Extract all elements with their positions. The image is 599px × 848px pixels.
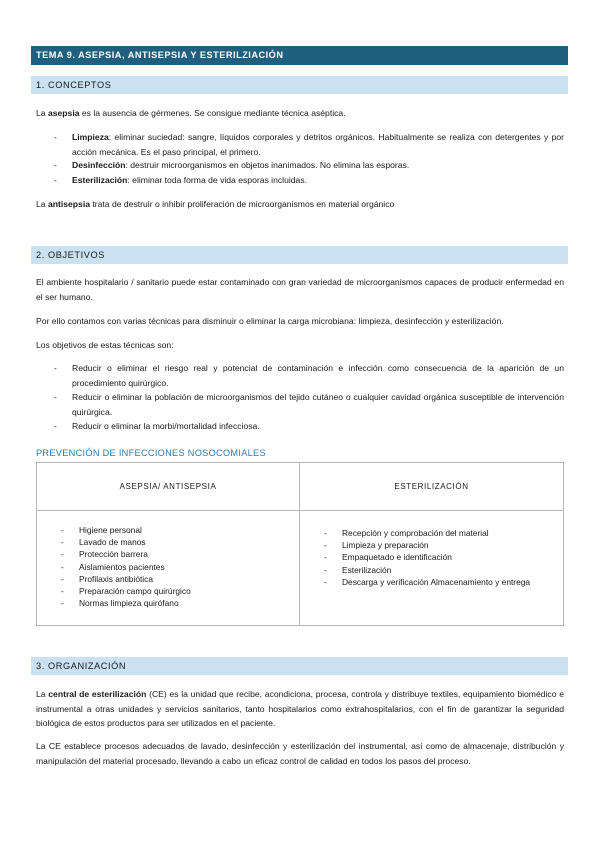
table-header-divider — [37, 510, 563, 511]
asepsia-item-text: Normas limpieza quirófano — [79, 598, 179, 609]
objective-text-2: Reducir o eliminar la población de microorganismos del tejido cutáneo o cualquier cavidad orgánica susceptible de intervención quirúrgica. — [72, 392, 564, 417]
bullet-dash: - — [54, 160, 57, 170]
esterilizacion-list-item — [324, 551, 556, 563]
term-central-esterilizacion: central de esterilización — [48, 689, 147, 699]
asepsia-item-text: Lavado de manos — [79, 537, 146, 548]
term-limpieza: Limpieza — [72, 132, 109, 142]
list-item-limpieza — [54, 130, 564, 159]
objective-item-1 — [54, 361, 564, 390]
asepsia-item-text: Protección barrera — [79, 549, 148, 560]
bullet-dash: - — [324, 564, 327, 575]
esterilizacion-list-item — [324, 527, 556, 539]
term-desinfeccion: Desinfección — [72, 160, 126, 170]
asepsia-list-item — [61, 561, 291, 573]
asepsia-item-text: Profilaxis antibiótica — [79, 573, 154, 584]
objective-text-3: Reducir o eliminar la morbi/mortalidad infecciosa. — [72, 421, 260, 431]
bullet-dash: - — [61, 537, 64, 548]
organizacion-paragraph-1 — [36, 687, 564, 731]
antisepsia-pre: La — [36, 199, 48, 209]
bullet-dash: - — [61, 549, 64, 560]
prevention-subheading: PREVENCIÓN DE INFECCIONES NOSOCOMIALES — [36, 448, 266, 458]
document-title: TEMA 9. ASEPSIA, ANTISEPSIA Y ESTERILZIACIÓN — [31, 46, 568, 65]
table-header-asepsia: ASEPSIA/ ANTISEPSIA — [119, 482, 217, 491]
asepsia-term: asepsia — [47, 108, 80, 118]
bullet-dash: - — [324, 528, 327, 538]
esterilizacion-item-text: Recepción y comprobación del material — [342, 528, 489, 538]
table-header-esterilizacion: ESTERILIZACIÓN — [394, 482, 469, 491]
esterilizacion-item-text: Limpieza y preparación — [342, 540, 429, 551]
asepsia-list — [61, 524, 291, 609]
esterilizacion-item-text: Descarga y verificación Almacenamiento y entrega — [342, 576, 531, 587]
asepsia-paragraph — [36, 106, 564, 121]
term-esterilizacion: Esterilización — [72, 175, 128, 185]
bullet-dash: - — [54, 175, 57, 185]
asepsia-item-text: Higiene personal — [79, 525, 142, 535]
limpieza-definition: : eliminar suciedad: sangre, líquidos corporales y detritos orgánicos. Habitualmente se realiza con detergentes y por acción mecánica. Es el paso principal, el primero. — [72, 132, 564, 157]
asepsia-definition: es la ausencia de gérmenes. Se consigue mediante técnica aséptica. — [79, 108, 346, 118]
esterilizacion-list — [324, 527, 556, 588]
esterilizacion-item-text: Empaquetado e identificación — [342, 552, 452, 563]
objetivos-paragraph-1: El ambiente hospitalario / sanitario puede estar contaminado con gran variedad de microorganismos capaces de producir enfermedad en el ser humano. — [36, 277, 564, 302]
list-item-desinfeccion — [54, 158, 564, 173]
bullet-dash: - — [324, 576, 327, 587]
bullet-dash: - — [324, 540, 327, 551]
list-item-esterilizacion — [54, 173, 564, 188]
antisepsia-term: antisepsia — [47, 199, 90, 209]
bullet-dash: - — [61, 598, 64, 609]
prevention-table — [36, 462, 564, 626]
bullet-dash: - — [54, 421, 57, 431]
esterilizacion-list-item — [324, 576, 556, 588]
antisepsia-paragraph — [36, 197, 564, 212]
bullet-dash: - — [54, 363, 57, 373]
objetivos-paragraph-3: Los objetivos de estas técnicas son: — [36, 340, 174, 350]
asepsia-list-item — [61, 536, 291, 548]
section-header-objetivos: 2. OBJETIVOS — [31, 246, 568, 264]
asepsia-pre: La — [36, 108, 48, 118]
asepsia-list-item — [61, 585, 291, 597]
bullet-dash: - — [54, 132, 57, 142]
asepsia-list-item — [61, 548, 291, 560]
esterilizacion-item-text: Esterilización — [342, 564, 392, 575]
desinfeccion-definition: : destruir microorganismos en objetos inanimados. No elimina las esporas. — [125, 160, 410, 170]
esterilizacion-definition: : eliminar toda forma de vida esporas incluidas. — [127, 175, 308, 185]
esterilizacion-list-item — [324, 564, 556, 576]
objetivos-paragraph-2: Por ello contamos con varias técnicas para disminuir o eliminar la carga microbiana: limpieza, desinfección y esterilización. — [36, 316, 504, 326]
bullet-dash: - — [61, 561, 64, 572]
asepsia-list-item — [61, 597, 291, 609]
section-header-organizacion: 3. ORGANIZACIÓN — [31, 657, 568, 675]
section-header-conceptos: 1. CONCEPTOS — [31, 76, 568, 94]
bullet-dash: - — [54, 392, 57, 402]
bullet-dash: - — [324, 552, 327, 563]
antisepsia-definition: trata de destruir o inhibir proliferación de microorganismos en material orgánico — [90, 199, 395, 209]
organizacion-paragraph-2: La CE establece procesos adecuados de lavado, desinfección y esterilización del instrumental, así como de almacenaje, distribución y manipulación del material procesado, llevando a cabo un eficaz control de calidad en todos los pasos del proceso. — [36, 741, 564, 766]
bullet-dash: - — [61, 525, 64, 535]
bullet-dash: - — [61, 573, 64, 584]
organizacion-definition: (CE) es la unidad que recibe, acondiciona, procesa, controla y distribuye textiles, equipamiento biomédico e instrumental a otras unidades y servicios sanitarios, tanto hospitalarios como extrahospitalarios, con el fin de garantizar la seguridad biológica de estos productos para ser utilizados en el paciente. — [36, 689, 565, 728]
objective-item-2 — [54, 390, 564, 419]
objective-text-1: Reducir o eliminar el riesgo real y potencial de contaminación e infección como consecuencia de la aparición de un procedimiento quirúrgico. — [72, 363, 564, 388]
asepsia-list-item — [61, 524, 291, 536]
asepsia-item-text: Preparación campo quirúrgico — [79, 586, 191, 597]
asepsia-list-item — [61, 573, 291, 585]
asepsia-item-text: Aislamientos pacientes — [79, 561, 165, 572]
organizacion-pre: La — [36, 689, 49, 699]
esterilizacion-list-item — [324, 539, 556, 551]
bullet-dash: - — [61, 586, 64, 597]
objective-item-3 — [54, 419, 564, 434]
